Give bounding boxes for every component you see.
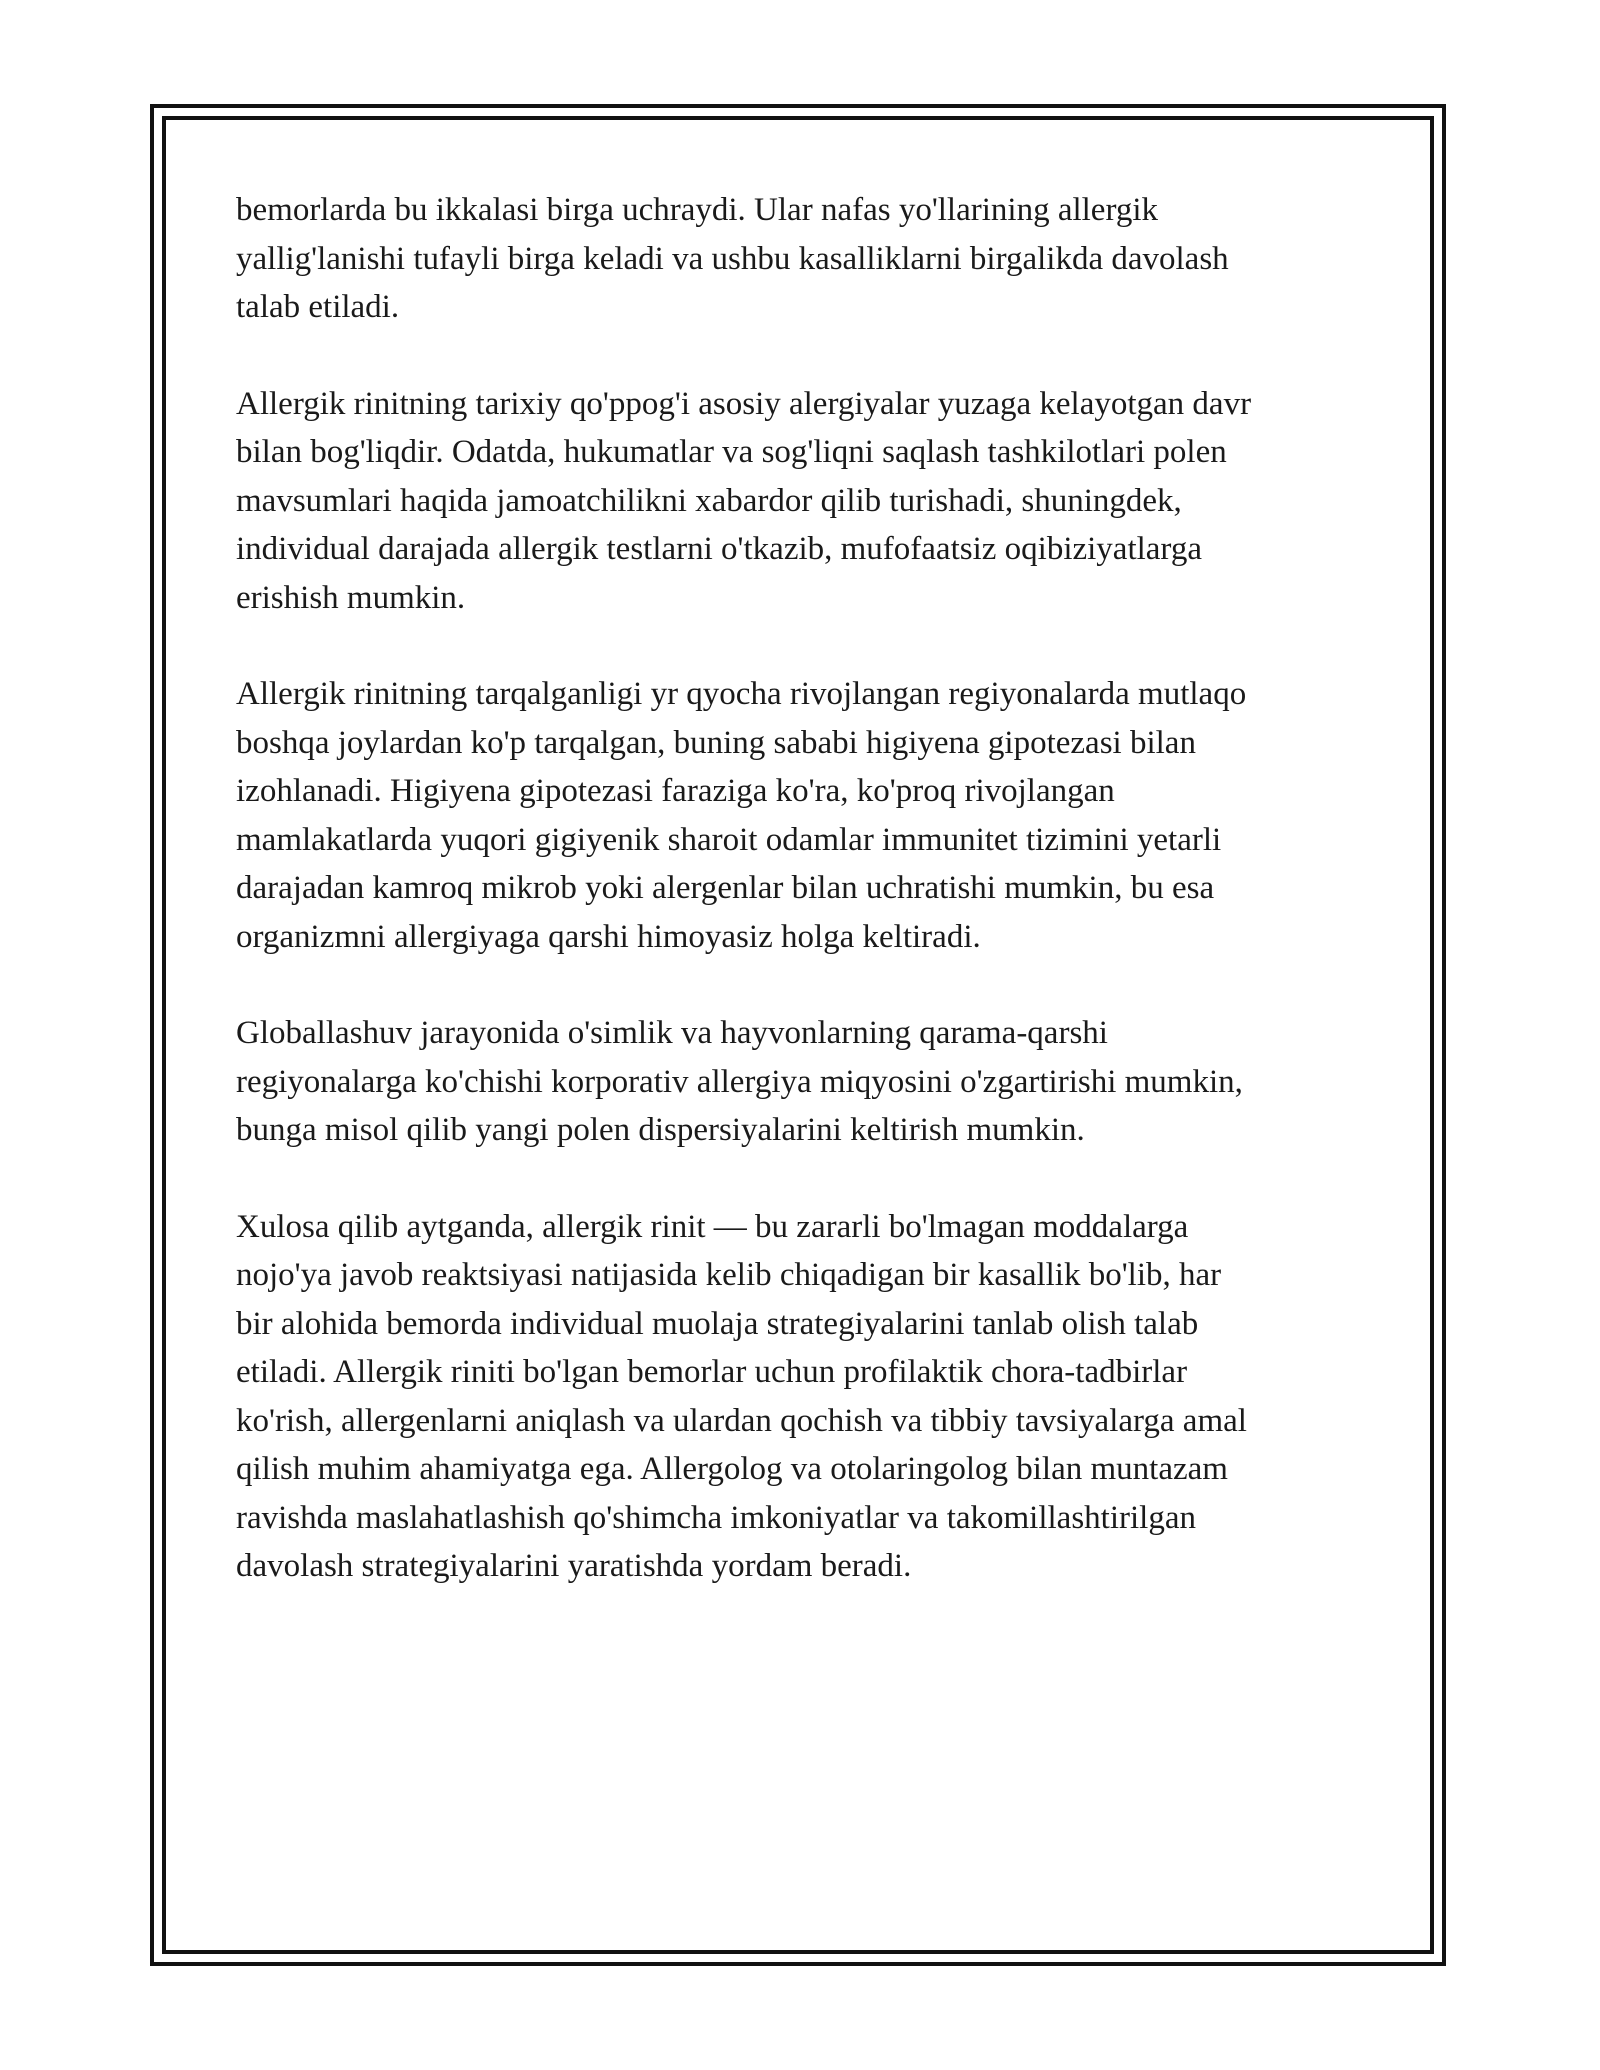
- paragraph-4: Globallashuv jarayonida o'simlik va hayvonlarning qarama-qarshi regiyonalarga ko'chishi korporativ allergiya miqyosini o'zgartirishi mumkin, bunga misol qilib yangi polen dispersiyalarini keltirish mumkin.: [236, 1015, 1243, 1148]
- paragraph-2: Allergik rinitning tarixiy qo'ppog'i asosiy alergiyalar yuzaga kelayotgan davr bilan bog'liqdir. Odatda, hukumatlar va sog'liqni saqlash tashkilotlari polen mavsumlari haqida jamoatchilikni xabardor qilib turishadi, shuningdek, individual darajada allergik testlarni o'tkazib, mufofaatsiz oqibiziyatlarga erishish mumkin.: [236, 385, 1252, 616]
- paragraph-1: bemorlarda bu ikkalasi birga uchraydi. Ular nafas yo'llarining allergik yallig'lanishi tufayli birga keladi va ushbu kasalliklarni birgalikda davolash talab etiladi.: [236, 192, 1229, 325]
- document-body: [236, 186, 1376, 1639]
- paragraph-5: Xulosa qilib aytganda, allergik rinit — bu zararli bo'lmagan moddalarga nojo'ya javob reaktsiyasi natijasida kelib chiqadigan bir kasallik bo'lib, har bir alohida bemorda individual muolaja strategiyalarini tanlab olish talab etiladi. Allergik riniti bo'lgan bemorlar uchun profilaktik chora-tadbirlar ko'rish, allergenlarni aniqlash va ulardan qochish va tibbiy tavsiyalarga amal qilish muhim ahamiyatga ega. Allergolog va otolaringolog bilan muntazam ravishda maslahatlashish qo'shimcha imkoniyatlar va takomillashtirilgan davolash strategiyalarini yaratishda yordam beradi.: [236, 1208, 1247, 1584]
- paragraph-3: Allergik rinitning tarqalganligi yr qyocha rivojlangan regiyonalarda mutlaqo boshqa joylardan ko'p tarqalgan, buning sababi higiyena gipotezasi bilan izohlanadi. Higiyena gipotezasi faraziga ko'ra, ko'proq rivojlangan mamlakatlarda yuqori gigiyenik sharoit odamlar immunitet tizimini yetarli darajadan kamroq mikrob yoki alergenlar bilan uchratishi mumkin, bu esa organizmni allergiyaga qarshi himoyasiz holga keltiradi.: [236, 676, 1247, 955]
